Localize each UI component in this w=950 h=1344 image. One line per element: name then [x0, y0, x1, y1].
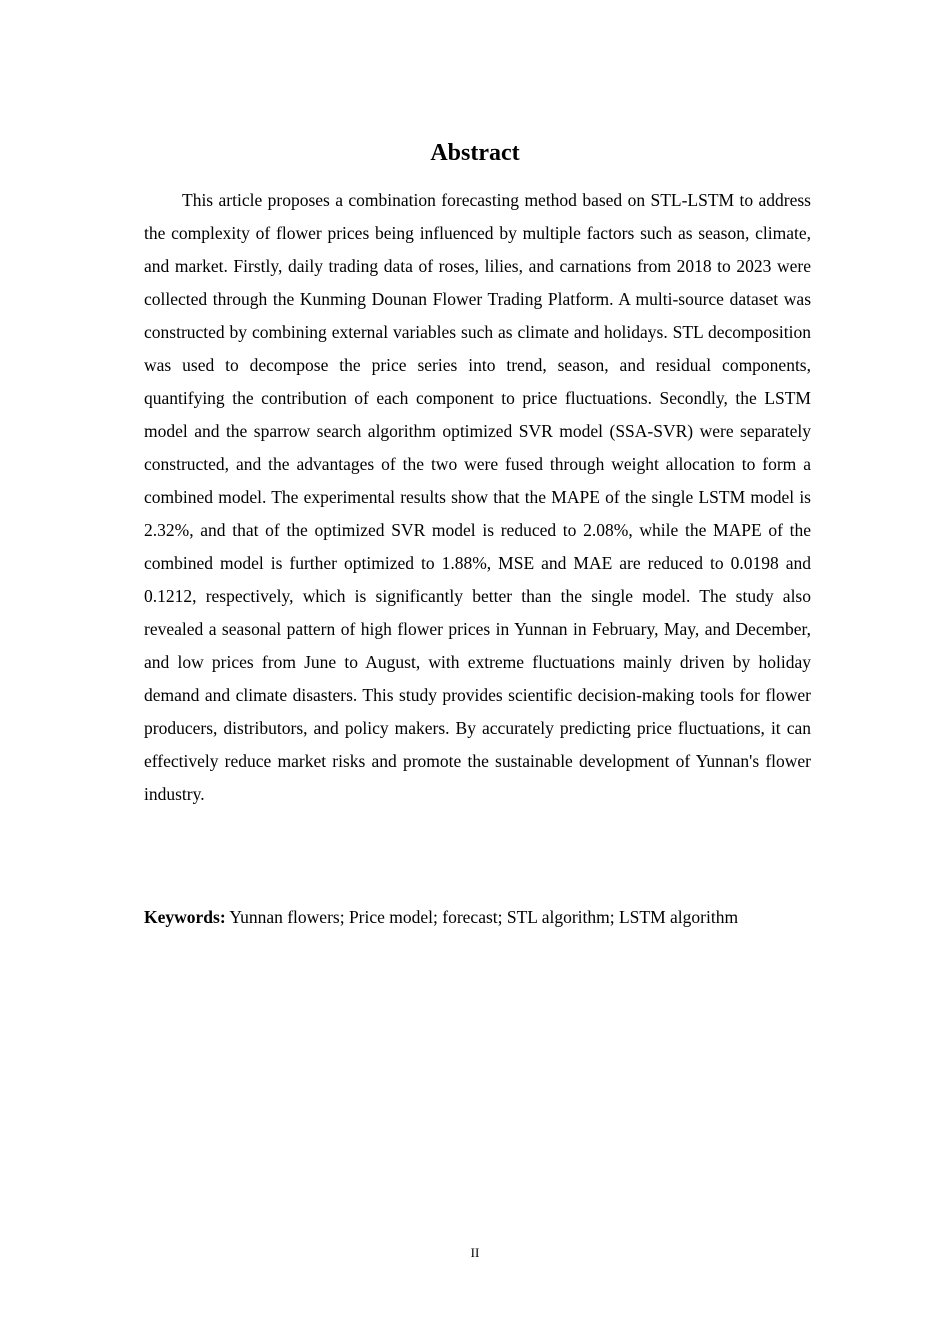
keywords-label: Keywords: [144, 907, 226, 927]
keywords-line [144, 901, 811, 934]
abstract-body: This article proposes a combination forecasting method based on STL-LSTM to address the complexity of flower prices being influenced by multiple factors such as season, climate, and market. Firstly, daily trading data of roses, lilies, and carnations from 2018 to 2023 were collected through the Kunming Dounan Flower Trading Platform. A multi-source dataset was constructed by combining external variables such as climate and holidays. STL decomposition was used to decompose the price series into trend, season, and residual components, quantifying the contribution of each component to price fluctuations. Secondly, the LSTM model and the sparrow search algorithm optimized SVR model (SSA-SVR) were separately constructed, and the advantages of the two were fused through weight allocation to form a combined model. The experimental results show that the MAPE of the single LSTM model is 2.32%, and that of the optimized SVR model is reduced to 2.08%, while the MAPE of the combined model is further optimized to 1.88%, MSE and MAE are reduced to 0.0198 and 0.1212, respectively, which is significantly better than the single model. The study also revealed a seasonal pattern of high flower prices in Yunnan in February, May, and December, and low prices from June to August, with extreme fluctuations mainly driven by holiday demand and climate disasters. This study provides scientific decision-making tools for flower producers, distributors, and policy makers. By accurately predicting price fluctuations, it can effectively reduce market risks and promote the sustainable development of Yunnan's flower industry. [144, 190, 811, 804]
page-number: II [470, 1245, 480, 1260]
keywords-text: Yunnan flowers; Price model; forecast; STL algorithm; LSTM algorithm [229, 907, 739, 927]
abstract-title: Abstract [430, 140, 520, 166]
